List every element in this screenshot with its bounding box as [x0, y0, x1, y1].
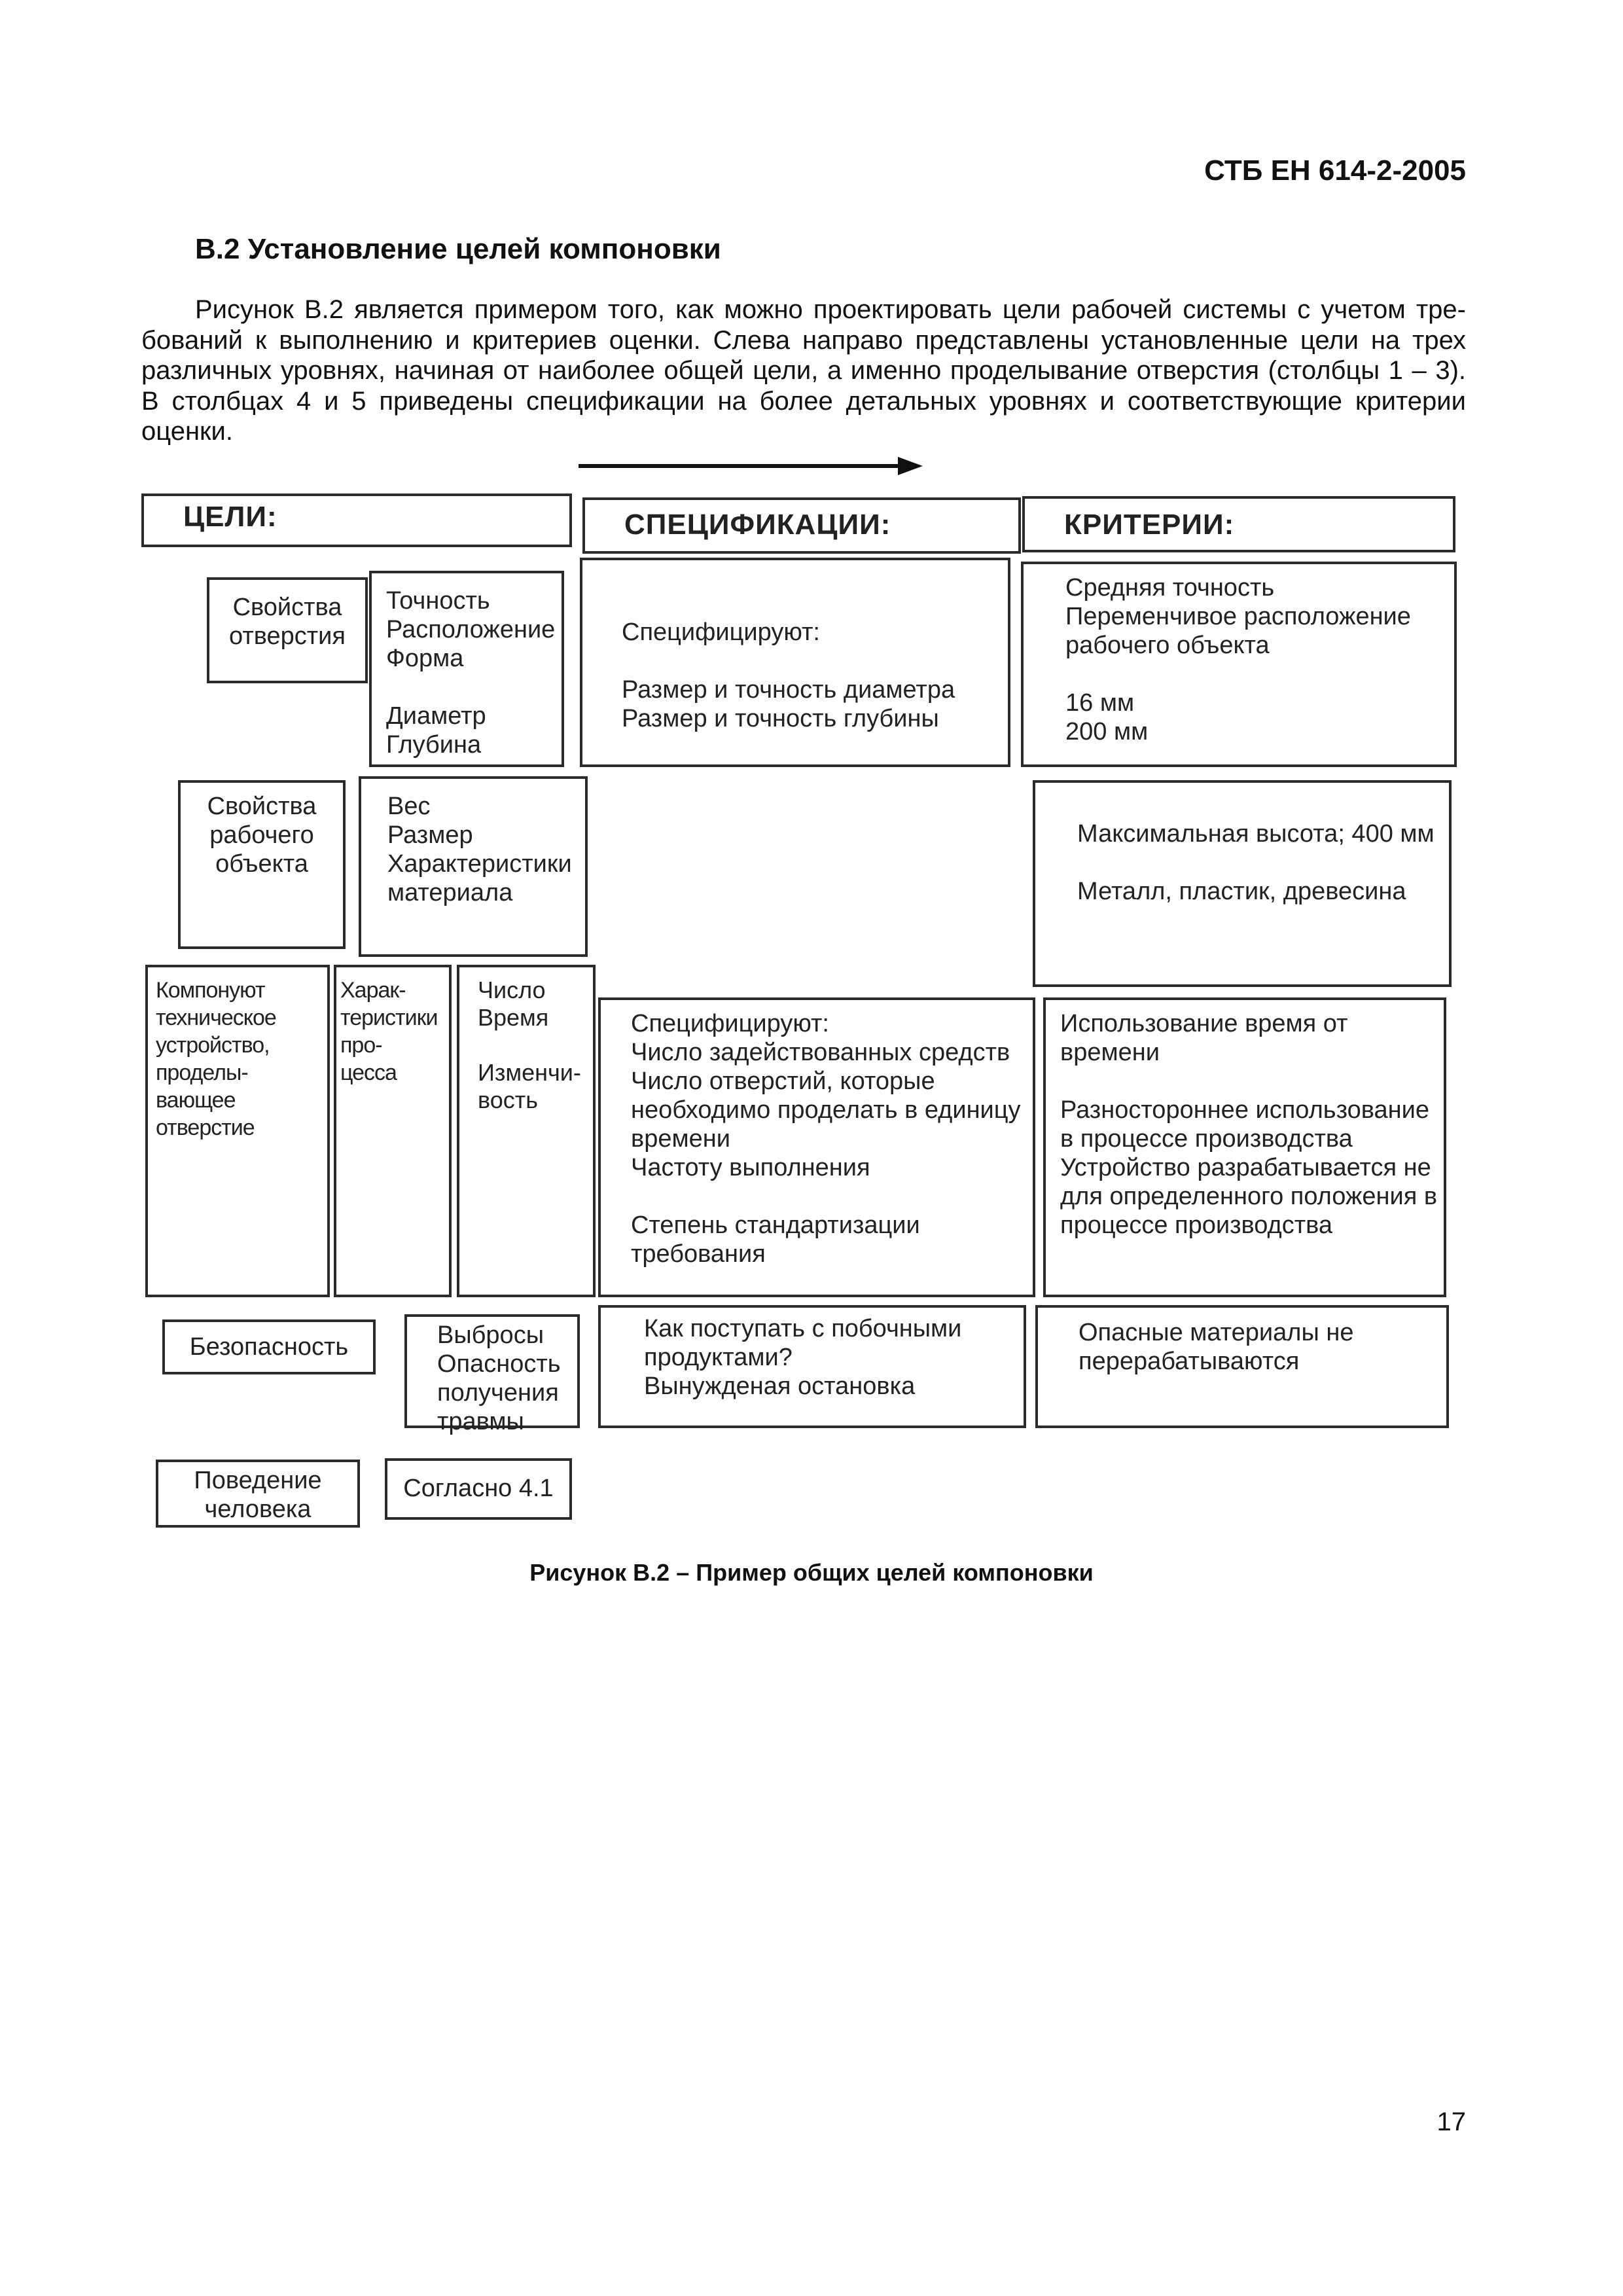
subgoal-weight-size: [359, 776, 588, 957]
subgoal-precision-text: Точность Расположение Форма Диаметр Глубина: [386, 587, 556, 759]
intro-paragraph: [141, 295, 1466, 447]
goal-hole-properties: [207, 577, 368, 683]
goal-safety: [162, 1319, 376, 1374]
intro-line-1: Рисунок В.2 является примером того, как можно проектировать цели рабочей системы с учетом тре-: [195, 295, 1466, 324]
criteria-workpiece: [1033, 780, 1452, 987]
goals-header-label: ЦЕЛИ:: [183, 501, 277, 533]
goals-header: [141, 493, 572, 547]
section-title: В.2 Установление целей компоновки: [195, 233, 721, 265]
goal-workpiece-properties-text: Свойства рабочего объекта: [207, 793, 317, 878]
specs-header: [582, 497, 1021, 554]
intro-line-3: различных уровнях, начиная от наиболее общей цели, а именно проделывание отверстия (столбцы 1 – 3).: [141, 356, 1466, 385]
goal-workpiece-properties: [178, 780, 346, 949]
criteria-hazardous-text: Опасные материалы не перерабатываются: [1079, 1319, 1354, 1375]
intro-line-4: В столбцах 4 и 5 приведены спецификации на более детальных уровнях и соответствующие критерии: [141, 386, 1466, 416]
criteria-hole-text: Средняя точность Переменчивое расположение рабочего объекта 16 мм 200 мм: [1065, 574, 1411, 745]
intro-line-5: оценки.: [141, 417, 233, 446]
goal-technical-device-text: Компонуют техническое устройство, проделы- вающее отверстие: [156, 978, 276, 1140]
spec-hole-dimensions: [580, 558, 1010, 767]
subgoal-per-clause-text: Согласно 4.1: [403, 1475, 554, 1502]
subgoal-process-characteristics-text: Харак- теристики про- цесса: [340, 978, 438, 1085]
spec-production-text: Специфицируют: Число задействованных средств Число отверстий, которые необходимо проделать в единицу времени Частоту выполнения Степень стандартизации требования: [631, 1010, 1021, 1268]
spec-byproducts: [598, 1305, 1026, 1428]
goal-hole-properties-text: Свойства отверстия: [229, 594, 346, 650]
subgoal-emissions-text: Выбросы Опасность получения травмы: [437, 1321, 561, 1435]
subgoal-precision: [369, 571, 564, 767]
subgoal-emissions: [404, 1314, 580, 1435]
goal-human-behavior-text: Поведение человека: [194, 1467, 322, 1523]
criteria-hole: [1021, 562, 1457, 767]
subgoal-per-clause: [385, 1458, 572, 1520]
goal-technical-device: [145, 965, 330, 1297]
subgoal-weight-size-text: Вес Размер Характеристики материала: [387, 793, 572, 906]
goal-human-behavior: [156, 1460, 360, 1528]
spec-hole-dimensions-text: Специфицируют: Размер и точность диаметра Размер и точность глубины: [622, 619, 955, 732]
detail-number-time-text: Число Время Изменчи- вость: [478, 977, 581, 1113]
criteria-header-label: КРИТЕРИИ:: [1064, 509, 1235, 541]
criteria-production-text: Использование время от времени Разностороннее использование в процессе производства Устройство разрабатывается не для определенного положения в процессе производства: [1060, 1010, 1438, 1239]
detail-number-time: [457, 965, 596, 1297]
criteria-production: [1043, 997, 1446, 1297]
figure-caption: Рисунок В.2 – Пример общих целей компоновки: [529, 1559, 1094, 1586]
criteria-workpiece-text: Максимальная высота; 400 мм Металл, пластик, древесина: [1077, 820, 1435, 905]
page-number: 17: [1436, 2108, 1466, 2136]
direction-arrow-icon: [576, 453, 929, 479]
spec-production: [598, 997, 1035, 1297]
specs-header-label: СПЕЦИФИКАЦИИ:: [624, 509, 891, 541]
criteria-hazardous: [1035, 1305, 1449, 1428]
goal-safety-text: Безопасность: [189, 1333, 349, 1361]
document-code: СТБ ЕН 614-2-2005: [1204, 154, 1466, 187]
criteria-header: [1022, 496, 1455, 552]
spec-byproducts-text: Как поступать с побочными продуктами? Вынужденая остановка: [644, 1315, 962, 1400]
intro-line-2: бований к выполнению и критериев оценки. Слева направо представлены установленные цели на трех: [141, 325, 1466, 355]
subgoal-process-characteristics: [334, 965, 452, 1297]
